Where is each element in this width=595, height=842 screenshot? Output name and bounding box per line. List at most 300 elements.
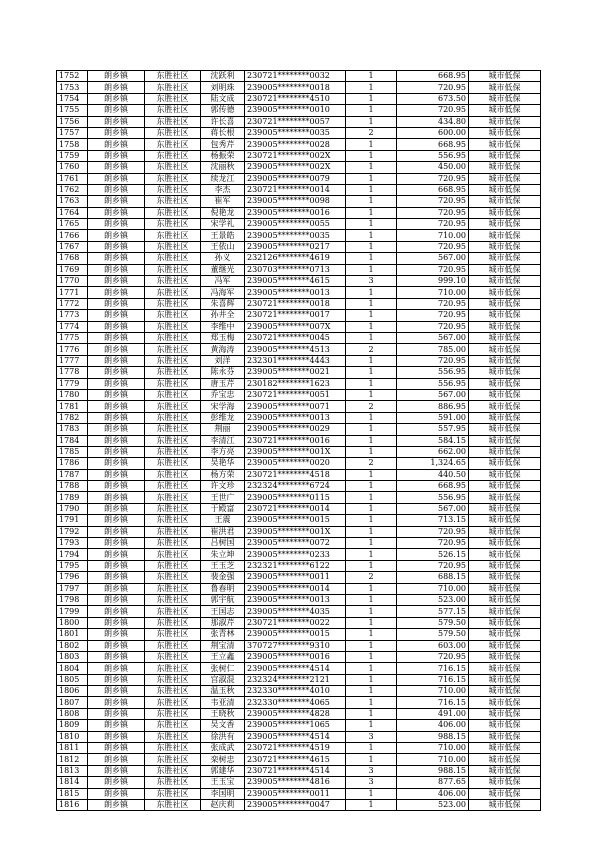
community-cell: 东胜社区 — [145, 503, 201, 514]
amount-cell: 579.50 — [397, 629, 469, 640]
table-row — [57, 219, 541, 230]
community-cell: 东胜社区 — [145, 196, 201, 207]
town-cell: 朗乡镇 — [88, 344, 145, 355]
document-page — [56, 70, 540, 811]
assistance-type-cell: 城市低保 — [469, 127, 541, 138]
table-row — [57, 378, 541, 389]
id-number-cell: 230182********1623 — [245, 378, 346, 389]
id-number-cell: 239005********0015 — [245, 515, 346, 526]
table-row — [57, 241, 541, 252]
assistance-type-cell: 城市低保 — [469, 469, 541, 480]
row-number: 1770 — [57, 276, 88, 287]
row-number: 1780 — [57, 389, 88, 400]
id-number-cell: 230721********0014 — [245, 503, 346, 514]
amount-cell: 584.15 — [397, 435, 469, 446]
name-cell: 宫淑混 — [201, 674, 245, 685]
amount-cell: 556.95 — [397, 367, 469, 378]
assistance-type-cell: 城市低保 — [469, 515, 541, 526]
table-row — [57, 492, 541, 503]
household-count-cell: 1 — [346, 674, 397, 685]
assistance-type-cell: 城市低保 — [469, 481, 541, 492]
table-row — [57, 674, 541, 685]
household-count-cell: 1 — [346, 800, 397, 811]
town-cell: 朗乡镇 — [88, 207, 145, 218]
name-cell: 续龙江 — [201, 173, 245, 184]
name-cell: 吴文香 — [201, 720, 245, 731]
assistance-type-cell: 城市低保 — [469, 560, 541, 571]
id-number-cell: 230703********0713 — [245, 264, 346, 275]
name-cell: 崔洪君 — [201, 526, 245, 537]
row-number: 1795 — [57, 560, 88, 571]
name-cell: 张树仁 — [201, 663, 245, 674]
assistance-type-cell: 城市低保 — [469, 344, 541, 355]
table-row — [57, 401, 541, 412]
town-cell: 朗乡镇 — [88, 515, 145, 526]
town-cell: 朗乡镇 — [88, 196, 145, 207]
community-cell: 东胜社区 — [145, 184, 201, 195]
amount-cell: 668.95 — [397, 184, 469, 195]
community-cell: 东胜社区 — [145, 446, 201, 457]
id-number-cell: 239005********0098 — [245, 196, 346, 207]
assistance-type-cell: 城市低保 — [469, 800, 541, 811]
town-cell: 朗乡镇 — [88, 469, 145, 480]
assistance-type-cell: 城市低保 — [469, 458, 541, 469]
id-number-cell: 230721********002X — [245, 150, 346, 161]
town-cell: 朗乡镇 — [88, 458, 145, 469]
table-row — [57, 583, 541, 594]
community-cell: 东胜社区 — [145, 412, 201, 423]
community-cell: 东胜社区 — [145, 617, 201, 628]
amount-cell: 716.15 — [397, 674, 469, 685]
id-number-cell: 230721********0051 — [245, 389, 346, 400]
id-number-cell: 230721********4514 — [245, 765, 346, 776]
town-cell: 朗乡镇 — [88, 708, 145, 719]
name-cell: 张青林 — [201, 629, 245, 640]
household-count-cell: 1 — [346, 720, 397, 731]
id-number-cell: 232324********6724 — [245, 481, 346, 492]
name-cell: 许长喜 — [201, 116, 245, 127]
table-row — [57, 332, 541, 343]
amount-cell: 720.95 — [397, 355, 469, 366]
household-count-cell: 1 — [346, 367, 397, 378]
household-count-cell: 1 — [346, 583, 397, 594]
community-cell: 东胜社区 — [145, 241, 201, 252]
amount-cell: 720.95 — [397, 321, 469, 332]
id-number-cell: 239005********4513 — [245, 344, 346, 355]
name-cell: 张成武 — [201, 743, 245, 754]
amount-cell: 886.95 — [397, 401, 469, 412]
name-cell: 温玉秋 — [201, 686, 245, 697]
community-cell: 东胜社区 — [145, 538, 201, 549]
assistance-type-cell: 城市低保 — [469, 720, 541, 731]
table-row — [57, 344, 541, 355]
community-cell: 东胜社区 — [145, 105, 201, 116]
town-cell: 朗乡镇 — [88, 526, 145, 537]
row-number: 1793 — [57, 538, 88, 549]
community-cell: 东胜社区 — [145, 663, 201, 674]
table-row — [57, 184, 541, 195]
id-number-cell: 232126********4619 — [245, 253, 346, 264]
id-number-cell: 239005********4514 — [245, 731, 346, 742]
table-row — [57, 572, 541, 583]
community-cell: 东胜社区 — [145, 549, 201, 560]
table-row — [57, 708, 541, 719]
table-row — [57, 435, 541, 446]
household-count-cell: 1 — [346, 412, 397, 423]
amount-cell: 710.00 — [397, 743, 469, 754]
table-row — [57, 162, 541, 173]
name-cell: 于殿富 — [201, 503, 245, 514]
id-number-cell: 239005********4615 — [245, 276, 346, 287]
household-count-cell: 1 — [346, 230, 397, 241]
row-number: 1782 — [57, 412, 88, 423]
row-number: 1771 — [57, 287, 88, 298]
town-cell: 朗乡镇 — [88, 378, 145, 389]
community-cell: 东胜社区 — [145, 606, 201, 617]
amount-cell: 557.95 — [397, 424, 469, 435]
table-row — [57, 606, 541, 617]
assistance-type-cell: 城市低保 — [469, 549, 541, 560]
household-count-cell: 1 — [346, 310, 397, 321]
id-number-cell: 239005********0016 — [245, 651, 346, 662]
assistance-type-cell: 城市低保 — [469, 196, 541, 207]
household-count-cell: 2 — [346, 572, 397, 583]
table-row — [57, 276, 541, 287]
id-number-cell: 239005********0028 — [245, 139, 346, 150]
household-count-cell: 1 — [346, 515, 397, 526]
name-cell: 蒋长根 — [201, 127, 245, 138]
table-row — [57, 310, 541, 321]
name-cell: 李清江 — [201, 435, 245, 446]
row-number: 1806 — [57, 686, 88, 697]
id-number-cell: 239005********0013 — [245, 594, 346, 605]
amount-cell: 600.00 — [397, 127, 469, 138]
town-cell: 朗乡镇 — [88, 71, 145, 82]
row-number: 1814 — [57, 777, 88, 788]
name-cell: 王景皓 — [201, 230, 245, 241]
row-number: 1807 — [57, 697, 88, 708]
table-row — [57, 127, 541, 138]
assistance-type-cell: 城市低保 — [469, 424, 541, 435]
row-number: 1786 — [57, 458, 88, 469]
assistance-type-cell: 城市低保 — [469, 788, 541, 799]
row-number: 1774 — [57, 321, 88, 332]
name-cell: 彭维龙 — [201, 412, 245, 423]
row-number: 1790 — [57, 503, 88, 514]
assistance-type-cell: 城市低保 — [469, 663, 541, 674]
household-count-cell: 1 — [346, 241, 397, 252]
table-body — [57, 71, 541, 811]
name-cell: 陈永芬 — [201, 367, 245, 378]
community-cell: 东胜社区 — [145, 515, 201, 526]
household-count-cell: 1 — [346, 162, 397, 173]
town-cell: 朗乡镇 — [88, 82, 145, 93]
id-number-cell: 239005********001X — [245, 446, 346, 457]
amount-cell: 710.00 — [397, 583, 469, 594]
household-count-cell: 2 — [346, 401, 397, 412]
id-number-cell: 230721********0018 — [245, 298, 346, 309]
name-cell: 刘明珠 — [201, 82, 245, 93]
town-cell: 朗乡镇 — [88, 538, 145, 549]
town-cell: 朗乡镇 — [88, 367, 145, 378]
id-number-cell: 239005********0217 — [245, 241, 346, 252]
assistance-type-cell: 城市低保 — [469, 651, 541, 662]
town-cell: 朗乡镇 — [88, 765, 145, 776]
town-cell: 朗乡镇 — [88, 276, 145, 287]
household-count-cell: 1 — [346, 697, 397, 708]
assistance-type-cell: 城市低保 — [469, 389, 541, 400]
town-cell: 朗乡镇 — [88, 743, 145, 754]
row-number: 1775 — [57, 332, 88, 343]
assistance-type-cell: 城市低保 — [469, 378, 541, 389]
amount-cell: 668.95 — [397, 71, 469, 82]
town-cell: 朗乡镇 — [88, 287, 145, 298]
table-row — [57, 367, 541, 378]
row-number: 1754 — [57, 93, 88, 104]
table-row — [57, 720, 541, 731]
row-number: 1810 — [57, 731, 88, 742]
table-row — [57, 538, 541, 549]
assistance-type-cell: 城市低保 — [469, 697, 541, 708]
household-count-cell: 1 — [346, 629, 397, 640]
community-cell: 东胜社区 — [145, 162, 201, 173]
household-count-cell: 1 — [346, 71, 397, 82]
community-cell: 东胜社区 — [145, 332, 201, 343]
table-row — [57, 105, 541, 116]
assistance-type-cell: 城市低保 — [469, 583, 541, 594]
amount-cell: 720.95 — [397, 173, 469, 184]
id-number-cell: 232330********4010 — [245, 686, 346, 697]
row-number: 1805 — [57, 674, 88, 685]
town-cell: 朗乡镇 — [88, 446, 145, 457]
community-cell: 东胜社区 — [145, 344, 201, 355]
name-cell: 杨振荣 — [201, 150, 245, 161]
community-cell: 东胜社区 — [145, 800, 201, 811]
table-row — [57, 777, 541, 788]
table-row — [57, 321, 541, 332]
household-count-cell: 1 — [346, 663, 397, 674]
name-cell: 黄海涛 — [201, 344, 245, 355]
assistance-type-cell: 城市低保 — [469, 708, 541, 719]
household-count-cell: 3 — [346, 765, 397, 776]
name-cell: 郭建华 — [201, 765, 245, 776]
id-number-cell: 239005********0010 — [245, 105, 346, 116]
community-cell: 东胜社区 — [145, 424, 201, 435]
assistance-type-cell: 城市低保 — [469, 492, 541, 503]
name-cell: 栾树忠 — [201, 754, 245, 765]
community-cell: 东胜社区 — [145, 82, 201, 93]
assistance-type-cell: 城市低保 — [469, 264, 541, 275]
row-number: 1797 — [57, 583, 88, 594]
id-number-cell: 239005********0014 — [245, 583, 346, 594]
table-row — [57, 663, 541, 674]
row-number: 1768 — [57, 253, 88, 264]
name-cell: 宋学海 — [201, 401, 245, 412]
table-row — [57, 207, 541, 218]
name-cell: 王震 — [201, 515, 245, 526]
table-row — [57, 594, 541, 605]
assistance-type-cell: 城市低保 — [469, 276, 541, 287]
assistance-type-cell: 城市低保 — [469, 629, 541, 640]
row-number: 1816 — [57, 800, 88, 811]
household-count-cell: 1 — [346, 332, 397, 343]
row-number: 1776 — [57, 344, 88, 355]
table-row — [57, 150, 541, 161]
town-cell: 朗乡镇 — [88, 720, 145, 731]
household-count-cell: 1 — [346, 503, 397, 514]
table-row — [57, 82, 541, 93]
table-row — [57, 116, 541, 127]
name-cell: 沈丽秋 — [201, 162, 245, 173]
amount-cell: 720.95 — [397, 264, 469, 275]
town-cell: 朗乡镇 — [88, 492, 145, 503]
town-cell: 朗乡镇 — [88, 401, 145, 412]
name-cell: 李杰 — [201, 184, 245, 195]
community-cell: 东胜社区 — [145, 583, 201, 594]
household-count-cell: 1 — [346, 708, 397, 719]
amount-cell: 450.00 — [397, 162, 469, 173]
amount-cell: 716.15 — [397, 697, 469, 708]
table-row — [57, 93, 541, 104]
town-cell: 朗乡镇 — [88, 93, 145, 104]
row-number: 1757 — [57, 127, 88, 138]
row-number: 1779 — [57, 378, 88, 389]
id-number-cell: 230721********0016 — [245, 435, 346, 446]
community-cell: 东胜社区 — [145, 708, 201, 719]
table-row — [57, 640, 541, 651]
household-count-cell: 1 — [346, 686, 397, 697]
name-cell: 李国明 — [201, 788, 245, 799]
name-cell: 赵庆莉 — [201, 800, 245, 811]
assistance-type-cell: 城市低保 — [469, 173, 541, 184]
community-cell: 东胜社区 — [145, 651, 201, 662]
household-count-cell: 1 — [346, 651, 397, 662]
town-cell: 朗乡镇 — [88, 264, 145, 275]
community-cell: 东胜社区 — [145, 219, 201, 230]
amount-cell: 523.00 — [397, 594, 469, 605]
community-cell: 东胜社区 — [145, 207, 201, 218]
amount-cell: 720.95 — [397, 105, 469, 116]
household-count-cell: 1 — [346, 150, 397, 161]
row-number: 1758 — [57, 139, 88, 150]
town-cell: 朗乡镇 — [88, 435, 145, 446]
household-count-cell: 2 — [346, 127, 397, 138]
household-count-cell: 3 — [346, 276, 397, 287]
table-row — [57, 458, 541, 469]
name-cell: 杨方荣 — [201, 469, 245, 480]
id-number-cell: 230721********4510 — [245, 93, 346, 104]
household-count-cell: 1 — [346, 446, 397, 457]
amount-cell: 710.00 — [397, 287, 469, 298]
id-number-cell: 230721********0017 — [245, 310, 346, 321]
assistance-type-cell: 城市低保 — [469, 754, 541, 765]
town-cell: 朗乡镇 — [88, 629, 145, 640]
household-count-cell: 1 — [346, 253, 397, 264]
amount-cell: 720.95 — [397, 310, 469, 321]
household-count-cell: 1 — [346, 606, 397, 617]
table-row — [57, 424, 541, 435]
id-number-cell: 232321********6122 — [245, 560, 346, 571]
name-cell: 裴金强 — [201, 572, 245, 583]
table-row — [57, 412, 541, 423]
community-cell: 东胜社区 — [145, 253, 201, 264]
community-cell: 东胜社区 — [145, 469, 201, 480]
town-cell: 朗乡镇 — [88, 583, 145, 594]
town-cell: 朗乡镇 — [88, 651, 145, 662]
id-number-cell: 230721********0014 — [245, 184, 346, 195]
assistance-type-cell: 城市低保 — [469, 93, 541, 104]
table-row — [57, 515, 541, 526]
town-cell: 朗乡镇 — [88, 162, 145, 173]
row-number: 1769 — [57, 264, 88, 275]
town-cell: 朗乡镇 — [88, 503, 145, 514]
household-count-cell: 1 — [346, 526, 397, 537]
town-cell: 朗乡镇 — [88, 173, 145, 184]
amount-cell: 491.00 — [397, 708, 469, 719]
id-number-cell: 239005********0020 — [245, 458, 346, 469]
community-cell: 东胜社区 — [145, 310, 201, 321]
assistance-type-cell: 城市低保 — [469, 287, 541, 298]
row-number: 1772 — [57, 298, 88, 309]
name-cell: 吕树国 — [201, 538, 245, 549]
name-cell: 王晓秋 — [201, 708, 245, 719]
row-number: 1756 — [57, 116, 88, 127]
name-cell: 鲁春明 — [201, 583, 245, 594]
row-number: 1773 — [57, 310, 88, 321]
household-count-cell: 3 — [346, 777, 397, 788]
community-cell: 东胜社区 — [145, 367, 201, 378]
amount-cell: 785.00 — [397, 344, 469, 355]
name-cell: 许文珍 — [201, 481, 245, 492]
table-row — [57, 71, 541, 82]
assistance-type-cell: 城市低保 — [469, 207, 541, 218]
amount-cell: 668.95 — [397, 481, 469, 492]
row-number: 1765 — [57, 219, 88, 230]
amount-cell: 406.00 — [397, 720, 469, 731]
community-cell: 东胜社区 — [145, 230, 201, 241]
town-cell: 朗乡镇 — [88, 412, 145, 423]
name-cell: 那淑芹 — [201, 617, 245, 628]
id-number-cell: 239005********001X — [245, 526, 346, 537]
community-cell: 东胜社区 — [145, 560, 201, 571]
row-number: 1788 — [57, 481, 88, 492]
id-number-cell: 370727********9310 — [245, 640, 346, 651]
row-number: 1764 — [57, 207, 88, 218]
assistance-type-cell: 城市低保 — [469, 219, 541, 230]
table-row — [57, 287, 541, 298]
name-cell: 董继光 — [201, 264, 245, 275]
household-count-cell: 1 — [346, 435, 397, 446]
name-cell: 吴艳华 — [201, 458, 245, 469]
id-number-cell: 239005********4816 — [245, 777, 346, 788]
table-row — [57, 788, 541, 799]
name-cell: 陆文成 — [201, 93, 245, 104]
town-cell: 朗乡镇 — [88, 355, 145, 366]
table-row — [57, 196, 541, 207]
name-cell: 韦亚清 — [201, 697, 245, 708]
id-number-cell: 230721********0022 — [245, 617, 346, 628]
row-number: 1763 — [57, 196, 88, 207]
row-number: 1785 — [57, 446, 88, 457]
assistance-type-cell: 城市低保 — [469, 184, 541, 195]
assistance-type-cell: 城市低保 — [469, 253, 541, 264]
table-row — [57, 389, 541, 400]
household-count-cell: 1 — [346, 492, 397, 503]
amount-cell: 720.95 — [397, 651, 469, 662]
amount-cell: 988.15 — [397, 765, 469, 776]
town-cell: 朗乡镇 — [88, 594, 145, 605]
amount-cell: 434.80 — [397, 116, 469, 127]
